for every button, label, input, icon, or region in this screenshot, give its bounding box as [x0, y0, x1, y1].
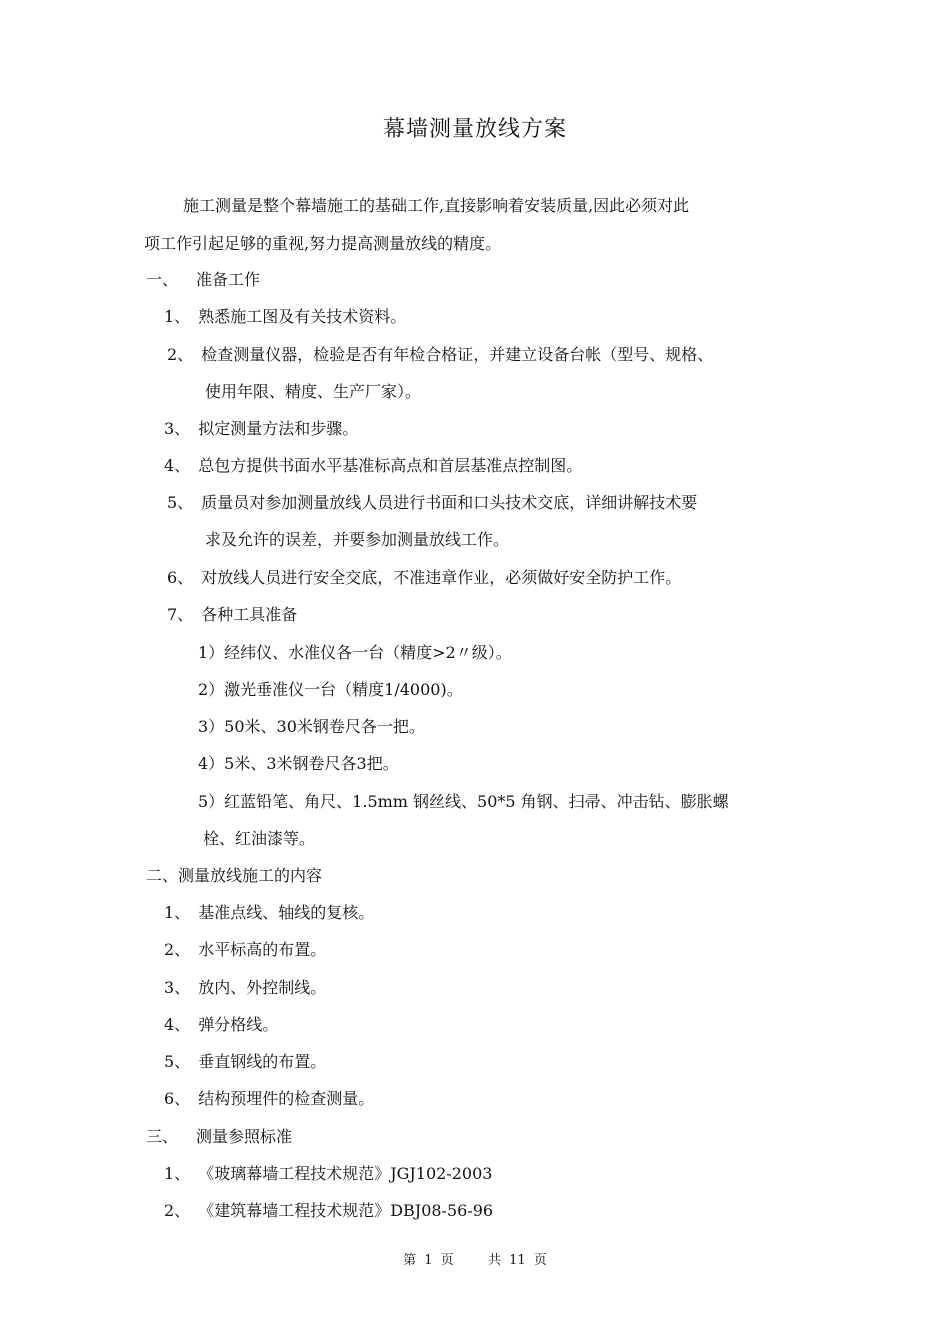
intro-line-2: 项工作引起足够的重视,努力提高测量放线的精度。	[144, 234, 502, 253]
prep-item-5: 5、 质量员对参加测量放线人员进行书面和口头技术交底，详细讲解技术要	[167, 493, 698, 512]
page-footer	[0, 1249, 950, 1268]
tool-item-3: 3）50米、30米钢卷尺各一把。	[198, 717, 425, 736]
prep-item-3: 3、 拟定测量方法和步骤。	[164, 419, 359, 438]
section-1-number: 一、	[146, 270, 179, 289]
content-item-6: 6、 结构预埋件的检查测量。	[164, 1089, 375, 1108]
prep-item-1: 1、 熟悉施工图及有关技术资料。	[164, 307, 407, 326]
content-item-3: 3、 放内、外控制线。	[164, 978, 327, 997]
page-prefix: 第	[403, 1253, 417, 1268]
tool-item-2: 2）激光垂准仪一台（精度1/4000)。	[198, 680, 463, 699]
tool-item-5: 5）红蓝铅笔、角尺、1.5mm 钢丝线、50*5 角钢、扫帚、冲击钻、膨胀螺	[198, 792, 729, 811]
standard-item-1: 1、 《玻璃幕墙工程技术规范》JGJ102-2003	[164, 1164, 493, 1183]
prep-item-7: 7、 各种工具准备	[167, 605, 298, 624]
page-suffix: 页	[440, 1253, 454, 1268]
total-suffix: 页	[533, 1253, 547, 1268]
page-number: 1	[424, 1253, 433, 1268]
prep-item-4: 4、 总包方提供书面水平基准标高点和首层基准点控制图。	[164, 456, 583, 475]
section-3-number: 三、	[146, 1127, 179, 1146]
total-pages: 11	[509, 1253, 526, 1268]
total-prefix: 共	[488, 1253, 502, 1268]
tool-item-1: 1）经纬仪、水准仪各一台（精度>2〃级）。	[198, 643, 512, 662]
section-2-heading: 二、测量放线施工的内容	[146, 866, 323, 885]
prep-item-2: 2、 检查测量仪器，检验是否有年检合格证，并建立设备台帐（型号、规格、	[167, 345, 714, 364]
content-item-5: 5、 垂直钢线的布置。	[164, 1052, 327, 1071]
content-item-4: 4、 弹分格线。	[164, 1015, 279, 1034]
section-3-title: 测量参照标准	[196, 1127, 293, 1146]
prep-item-5-cont: 求及允许的误差，并要参加测量放线工作。	[205, 530, 510, 549]
section-3-heading	[146, 1127, 292, 1147]
document-title: 幕墙测量放线方案	[382, 117, 567, 142]
prep-item-2-cont: 使用年限、精度、生产厂家）。	[205, 382, 422, 401]
tool-item-5-cont: 栓、红油漆等。	[203, 829, 316, 848]
standard-item-2: 2、 《建筑幕墙工程技术规范》DBJ08-56-96	[164, 1201, 494, 1220]
section-1-heading	[146, 270, 260, 290]
tool-item-4: 4）5米、3米钢卷尺各3把。	[198, 754, 399, 773]
section-1-title: 准备工作	[196, 270, 261, 289]
content-item-1: 1、 基准点线、轴线的复核。	[164, 903, 375, 922]
intro-line-1: 施工测量是整个幕墙施工的基础工作,直接影响着安装质量,因此必须对此	[183, 196, 690, 215]
content-item-2: 2、 水平标高的布置。	[164, 940, 327, 959]
prep-item-6: 6、 对放线人员进行安全交底，不准违章作业，必须做好安全防护工作。	[167, 568, 682, 587]
